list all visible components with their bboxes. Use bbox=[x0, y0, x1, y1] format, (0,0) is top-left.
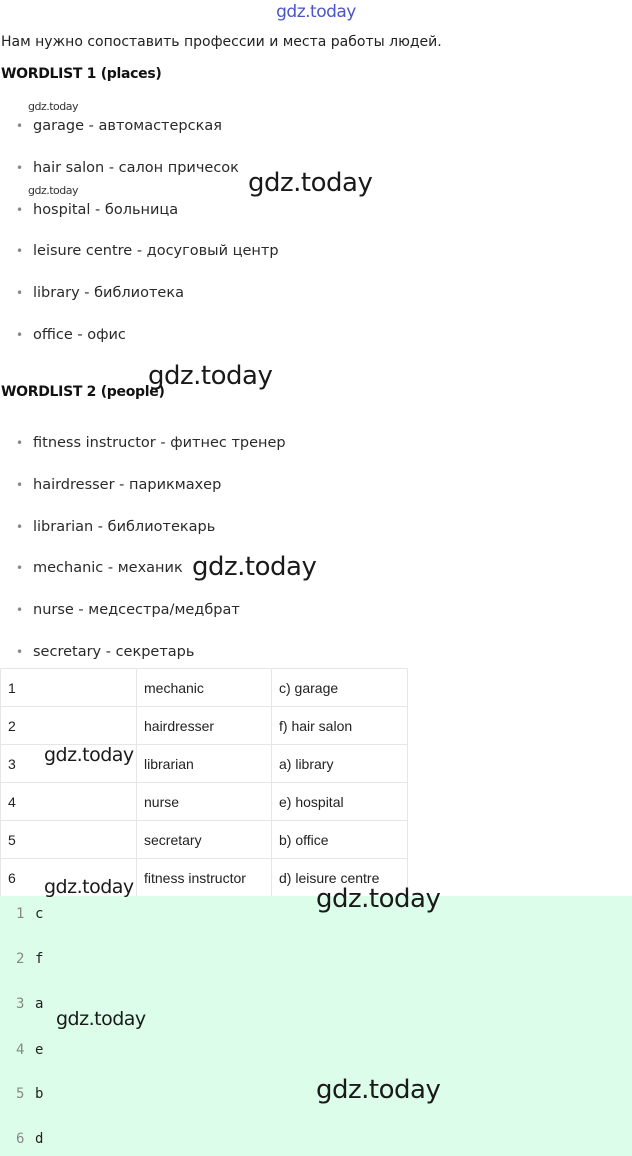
watermark: gdz.today bbox=[44, 876, 134, 898]
watermark: gdz.today bbox=[316, 1075, 441, 1105]
table-row bbox=[1, 783, 408, 821]
list-item: • librarian - библиотекарь bbox=[0, 518, 286, 560]
answer-value: b bbox=[35, 1086, 44, 1102]
list-item: • hospital - больница bbox=[0, 201, 279, 243]
answer-value: a bbox=[35, 996, 44, 1012]
table-cell: f) hair salon bbox=[272, 707, 408, 745]
list-item: • leisure centre - досуговый центр bbox=[0, 242, 279, 284]
watermark: gdz.today bbox=[56, 1008, 146, 1030]
table-cell: a) library bbox=[272, 745, 408, 783]
list-item: • hair salon - салон причесок bbox=[0, 159, 279, 201]
table-cell: c) garage bbox=[272, 669, 408, 707]
table-cell: 3 bbox=[1, 745, 137, 783]
list-item: • office - офис bbox=[0, 326, 279, 368]
wordlist2-heading: WORDLIST 2 (people) bbox=[1, 384, 165, 400]
answer-value: e bbox=[35, 1042, 44, 1058]
answer-number: 6 bbox=[16, 1131, 25, 1147]
table-cell: hairdresser bbox=[137, 707, 272, 745]
watermark: gdz.today bbox=[316, 884, 441, 914]
list-item: • library - библиотека bbox=[0, 284, 279, 326]
table-row bbox=[1, 707, 408, 745]
answer-number: 5 bbox=[16, 1086, 25, 1102]
answer-number: 3 bbox=[16, 996, 25, 1012]
table-cell: librarian bbox=[137, 745, 272, 783]
watermark: gdz.today bbox=[28, 100, 79, 113]
table-cell: nurse bbox=[137, 783, 272, 821]
answer-value: f bbox=[35, 951, 44, 967]
intro-text: Нам нужно сопоставить профессии и места работы людей. bbox=[1, 34, 442, 50]
table-cell: 2 bbox=[1, 707, 137, 745]
table-cell: b) office bbox=[272, 821, 408, 859]
table-cell: d) leisure centre bbox=[272, 859, 408, 897]
table-row bbox=[1, 669, 408, 707]
list-item: • nurse - медсестра/медбрат bbox=[0, 601, 286, 643]
matching-table bbox=[0, 668, 408, 897]
answer-value: d bbox=[35, 1131, 44, 1147]
list-item: • hairdresser - парикмахер bbox=[0, 476, 286, 518]
table-cell: mechanic bbox=[137, 669, 272, 707]
table-cell: 1 bbox=[1, 669, 137, 707]
list-item: • garage - автомастерская bbox=[0, 117, 279, 159]
answer-number: 4 bbox=[16, 1042, 25, 1058]
table-cell: fitness instructor bbox=[137, 859, 272, 897]
list-item: • fitness instructor - фитнес тренер bbox=[0, 434, 286, 476]
answer-value: c bbox=[35, 906, 44, 922]
table-cell: 6 bbox=[1, 859, 137, 897]
watermark: gdz.today bbox=[192, 552, 317, 582]
answer-number: 2 bbox=[16, 951, 25, 967]
watermark: gdz.today bbox=[28, 184, 79, 197]
site-logo[interactable]: gdz.today bbox=[276, 2, 356, 22]
table-cell: 5 bbox=[1, 821, 137, 859]
table-row bbox=[1, 821, 408, 859]
list-item: • secretary - секретарь bbox=[0, 643, 286, 685]
list-item: • mechanic - механик bbox=[0, 559, 286, 601]
wordlist1-heading: WORDLIST 1 (places) bbox=[1, 66, 162, 82]
table-cell: secretary bbox=[137, 821, 272, 859]
watermark: gdz.today bbox=[44, 744, 134, 766]
wordlist1-list bbox=[0, 117, 279, 368]
table-cell: 4 bbox=[1, 783, 137, 821]
answer-number: 1 bbox=[16, 906, 25, 922]
table-cell: e) hospital bbox=[272, 783, 408, 821]
watermark: gdz.today bbox=[248, 168, 373, 198]
watermark: gdz.today bbox=[148, 361, 273, 391]
